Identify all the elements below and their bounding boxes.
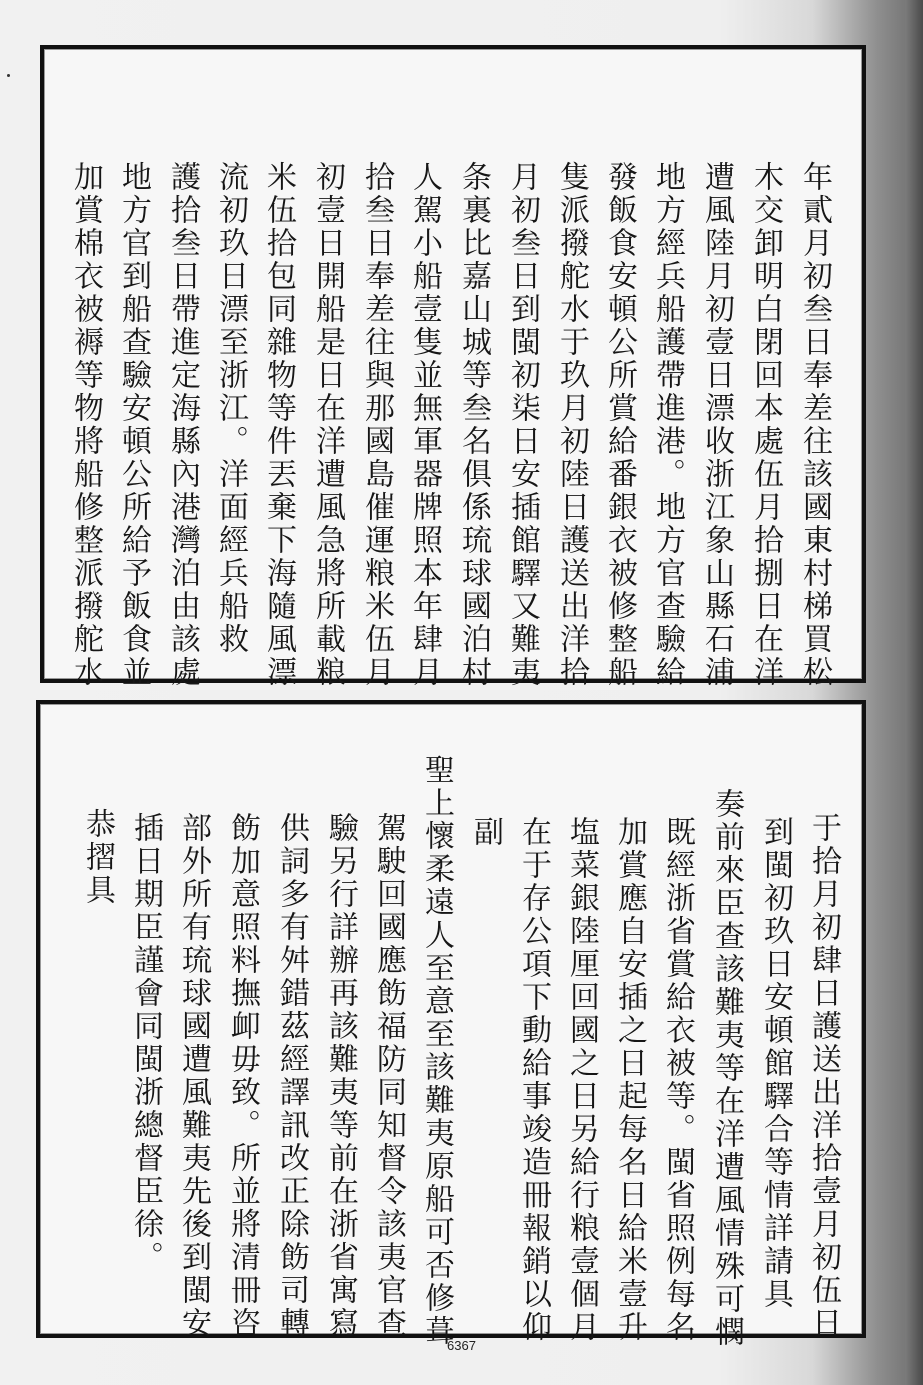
top-column-3: 遭風陸月初壹日漂收浙江象山縣石浦: [699, 161, 734, 689]
top-column-11: 初壹日開船是日在洋遭風急將所載粮: [310, 161, 345, 689]
bottom-column-7: 在于存公項下動給事竣造冊報銷以仰: [516, 816, 551, 1344]
page-number: 6367: [447, 1338, 476, 1353]
top-column-14: 護拾叁日帶進定海縣內港灣泊由該處: [165, 161, 200, 689]
top-column-2: 木交卸明白閉回本處伍月拾捌日在洋: [748, 161, 783, 689]
bottom-column-10: 駕駛回國應飭福防同知督令該夷官查: [371, 812, 406, 1340]
top-column-4: 地方經兵船護帶進港。地方官查驗給: [650, 161, 685, 689]
top-column-7: 月初叁日到閩初柒日安插館驛又難夷: [505, 161, 540, 689]
top-column-9: 人駕小船壹隻並無軍器牌照本年肆月: [407, 161, 442, 689]
bottom-column-12: 供詞多有舛錯茲經譯訊改正除飭司轉: [274, 812, 309, 1340]
top-column-10: 拾叁日奉差往與那國島催運粮米伍月: [359, 161, 394, 689]
top-column-1: 年貳月初叁日奉差往該國東村梯買松: [797, 161, 832, 689]
bottom-column-8: 副: [468, 816, 503, 849]
bottom-column-3: 奏前來臣查該難夷等在洋遭風情殊可憫: [709, 788, 744, 1349]
bottom-column-14: 部外所有琉球國遭風難夷先後到閩安: [176, 812, 211, 1340]
bottom-column-15: 插日期臣謹會同閩浙總督臣徐。: [128, 812, 163, 1274]
bottom-column-1: 于拾月初肆日護送出洋拾壹月初伍日: [806, 812, 841, 1340]
top-column-8: 条裏比嘉山城等叁名俱係琉球國泊村: [456, 161, 491, 689]
top-column-16: 加賞棉衣被褥等物將船修整派撥舵水: [68, 161, 103, 689]
top-column-15: 地方官到船查驗安頓公所給予飯食並: [116, 161, 151, 689]
book-spine-shadow: [905, 0, 923, 1385]
top-column-12: 米伍拾包同雜物等件丟棄下海隨風漂: [261, 161, 296, 689]
bottom-column-16: 恭摺具: [80, 808, 115, 907]
bottom-column-9: 聖上懷柔遠人至意至該難夷原船可否修葺: [419, 754, 454, 1348]
bottom-column-13: 飭加意照料撫卹毋致。所並將清冊咨: [225, 812, 260, 1340]
top-column-13: 流初玖日漂至浙江。洋面經兵船救: [213, 161, 248, 656]
speck-mark: [7, 74, 10, 77]
bottom-column-2: 到閩初玖日安頓館驛合等情詳請具: [758, 816, 793, 1311]
top-column-6: 隻派撥舵水于玖月初陸日護送出洋拾: [554, 161, 589, 689]
bottom-column-11: 驗另行詳辦再該難夷等前在浙省寓寫: [323, 812, 358, 1340]
top-document-panel: [40, 45, 866, 689]
bottom-column-5: 加賞應自安插之日起每名日給米壹升: [612, 816, 647, 1344]
bottom-column-4: 既經浙省賞給衣被等。閩省照例每名: [660, 816, 695, 1344]
bottom-column-6: 塩菜銀陸厘回國之日另給行粮壹個月: [564, 816, 599, 1344]
top-column-5: 發飯食安頓公所賞給番銀衣被修整船: [602, 161, 637, 689]
